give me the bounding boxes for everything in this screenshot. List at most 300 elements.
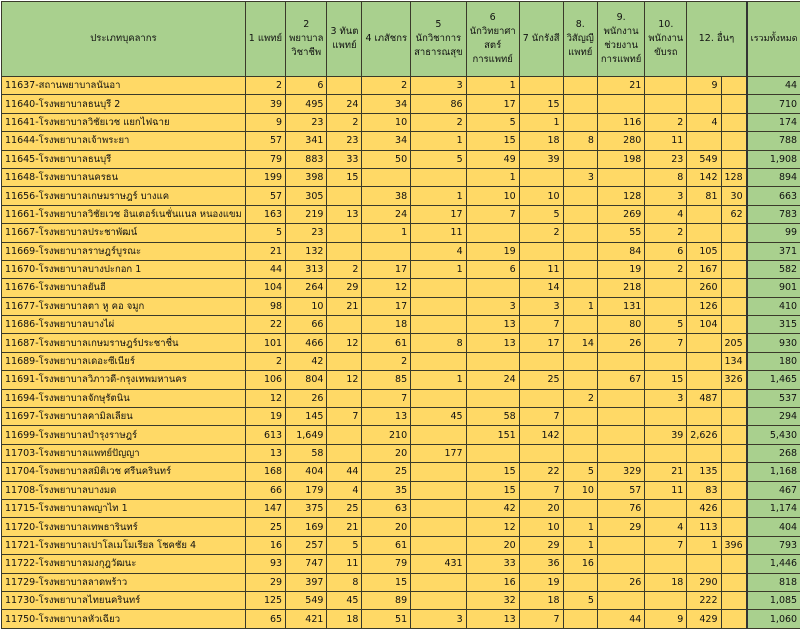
value-cell[interactable]: 113	[687, 518, 721, 536]
value-cell[interactable]	[721, 316, 747, 334]
total-cell[interactable]: 44	[747, 77, 800, 95]
value-cell[interactable]	[721, 463, 747, 481]
value-cell[interactable]	[563, 150, 597, 168]
value-cell[interactable]: 8	[327, 573, 362, 591]
value-cell[interactable]: 2	[519, 224, 563, 242]
value-cell[interactable]: 22	[519, 463, 563, 481]
total-cell[interactable]: 537	[747, 389, 800, 407]
value-cell[interactable]	[519, 352, 563, 370]
value-cell[interactable]: 10	[466, 187, 519, 205]
value-cell[interactable]	[411, 279, 466, 297]
value-cell[interactable]: 21	[327, 297, 362, 315]
value-cell[interactable]	[721, 132, 747, 150]
value-cell[interactable]: 11	[327, 555, 362, 573]
column-header[interactable]	[645, 2, 687, 77]
value-cell[interactable]: 398	[286, 168, 327, 186]
value-cell[interactable]	[327, 316, 362, 334]
value-cell[interactable]: 116	[597, 113, 644, 131]
value-cell[interactable]: 13	[245, 444, 285, 462]
value-cell[interactable]: 163	[245, 205, 285, 223]
value-cell[interactable]	[645, 352, 687, 370]
value-cell[interactable]: 25	[327, 499, 362, 517]
value-cell[interactable]	[327, 242, 362, 260]
value-cell[interactable]	[721, 279, 747, 297]
value-cell[interactable]	[687, 95, 721, 113]
value-cell[interactable]: 5	[327, 536, 362, 554]
value-cell[interactable]: 167	[687, 260, 721, 278]
value-cell[interactable]	[721, 426, 747, 444]
value-cell[interactable]: 13	[327, 205, 362, 223]
value-cell[interactable]: 260	[687, 279, 721, 297]
value-cell[interactable]: 1	[466, 168, 519, 186]
value-cell[interactable]	[563, 187, 597, 205]
total-cell[interactable]: 404	[747, 518, 800, 536]
value-cell[interactable]	[687, 224, 721, 242]
value-cell[interactable]: 1	[563, 297, 597, 315]
value-cell[interactable]: 15	[466, 481, 519, 499]
total-cell[interactable]: 663	[747, 187, 800, 205]
value-cell[interactable]: 39	[245, 95, 285, 113]
value-cell[interactable]: 62	[721, 205, 747, 223]
value-cell[interactable]: 58	[286, 444, 327, 462]
value-cell[interactable]: 11	[519, 260, 563, 278]
value-cell[interactable]	[645, 444, 687, 462]
value-cell[interactable]: 86	[411, 95, 466, 113]
value-cell[interactable]: 80	[597, 316, 644, 334]
value-cell[interactable]: 3	[411, 610, 466, 628]
hospital-name-cell[interactable]: 11676-โรงพยาบาลยันฮี	[2, 279, 246, 297]
hospital-name-cell[interactable]: 11670-โรงพยาบาลบางปะกอก 1	[2, 260, 246, 278]
value-cell[interactable]: 549	[286, 591, 327, 609]
hospital-name-cell[interactable]: 11677-โรงพยาบาลตา หู คอ จมูก	[2, 297, 246, 315]
value-cell[interactable]: 199	[245, 168, 285, 186]
value-cell[interactable]	[721, 555, 747, 573]
value-cell[interactable]: 151	[466, 426, 519, 444]
value-cell[interactable]	[721, 260, 747, 278]
value-cell[interactable]: 12	[327, 371, 362, 389]
value-cell[interactable]	[563, 77, 597, 95]
value-cell[interactable]: 25	[362, 463, 411, 481]
value-cell[interactable]: 3	[466, 297, 519, 315]
value-cell[interactable]	[645, 408, 687, 426]
value-cell[interactable]: 128	[721, 168, 747, 186]
value-cell[interactable]: 79	[362, 555, 411, 573]
value-cell[interactable]: 10	[519, 187, 563, 205]
value-cell[interactable]: 65	[245, 610, 285, 628]
value-cell[interactable]	[411, 168, 466, 186]
value-cell[interactable]: 135	[687, 463, 721, 481]
value-cell[interactable]: 33	[327, 150, 362, 168]
value-cell[interactable]: 5	[466, 113, 519, 131]
value-cell[interactable]: 219	[286, 205, 327, 223]
value-cell[interactable]: 1	[362, 224, 411, 242]
hospital-name-cell[interactable]: 11730-โรงพยาบาลไทยนครินทร์	[2, 591, 246, 609]
value-cell[interactable]: 83	[687, 481, 721, 499]
value-cell[interactable]	[721, 481, 747, 499]
value-cell[interactable]: 2	[362, 77, 411, 95]
value-cell[interactable]: 17	[362, 297, 411, 315]
value-cell[interactable]	[687, 444, 721, 462]
value-cell[interactable]: 4	[411, 242, 466, 260]
hospital-name-cell[interactable]: 11641-โรงพยาบาลวิชัยเวช แยกไฟฉาย	[2, 113, 246, 131]
value-cell[interactable]	[645, 95, 687, 113]
hospital-name-cell[interactable]: 11661-โรงพยาบาลวิชัยเวช อินเตอร์เนชั่นแนล หนองแขม	[2, 205, 246, 223]
value-cell[interactable]	[327, 187, 362, 205]
value-cell[interactable]: 1,649	[286, 426, 327, 444]
value-cell[interactable]: 26	[597, 334, 644, 352]
value-cell[interactable]: 549	[687, 150, 721, 168]
value-cell[interactable]	[327, 426, 362, 444]
value-cell[interactable]: 21	[597, 77, 644, 95]
value-cell[interactable]	[411, 297, 466, 315]
value-cell[interactable]	[411, 536, 466, 554]
value-cell[interactable]: 89	[362, 591, 411, 609]
value-cell[interactable]	[687, 205, 721, 223]
value-cell[interactable]	[597, 426, 644, 444]
total-cell[interactable]: 818	[747, 573, 800, 591]
value-cell[interactable]: 13	[466, 334, 519, 352]
hospital-name-cell[interactable]: 11703-โรงพยาบาลแพทย์ปัญญา	[2, 444, 246, 462]
value-cell[interactable]: 19	[466, 242, 519, 260]
value-cell[interactable]	[411, 591, 466, 609]
value-cell[interactable]: 44	[327, 463, 362, 481]
value-cell[interactable]	[466, 444, 519, 462]
value-cell[interactable]: 1	[563, 518, 597, 536]
value-cell[interactable]: 39	[519, 150, 563, 168]
value-cell[interactable]	[327, 352, 362, 370]
value-cell[interactable]: 98	[245, 297, 285, 315]
value-cell[interactable]: 93	[245, 555, 285, 573]
value-cell[interactable]: 218	[597, 279, 644, 297]
value-cell[interactable]: 5	[519, 205, 563, 223]
value-cell[interactable]: 2	[362, 352, 411, 370]
value-cell[interactable]: 21	[327, 518, 362, 536]
hospital-name-cell[interactable]: 11691-โรงพยาบาลวิภาวดี-กรุงเทพมหานคร	[2, 371, 246, 389]
value-cell[interactable]: 105	[687, 242, 721, 260]
value-cell[interactable]: 10	[362, 113, 411, 131]
value-cell[interactable]: 14	[519, 279, 563, 297]
value-cell[interactable]: 79	[245, 150, 285, 168]
value-cell[interactable]: 747	[286, 555, 327, 573]
value-cell[interactable]: 804	[286, 371, 327, 389]
value-cell[interactable]: 16	[466, 573, 519, 591]
value-cell[interactable]: 26	[597, 573, 644, 591]
hospital-name-cell[interactable]: 11645-โรงพยาบาลธนบุรี	[2, 150, 246, 168]
value-cell[interactable]: 2	[645, 113, 687, 131]
value-cell[interactable]: 21	[245, 242, 285, 260]
value-cell[interactable]: 15	[645, 371, 687, 389]
value-cell[interactable]: 61	[362, 536, 411, 554]
value-cell[interactable]	[645, 499, 687, 517]
value-cell[interactable]	[721, 499, 747, 517]
value-cell[interactable]: 22	[245, 316, 285, 334]
value-cell[interactable]: 3	[519, 297, 563, 315]
value-cell[interactable]	[327, 224, 362, 242]
value-cell[interactable]: 6	[466, 260, 519, 278]
hospital-name-cell[interactable]: 11750-โรงพยาบาลหัวเฉียว	[2, 610, 246, 628]
column-header[interactable]	[519, 2, 563, 77]
value-cell[interactable]	[411, 426, 466, 444]
value-cell[interactable]	[411, 518, 466, 536]
value-cell[interactable]	[563, 279, 597, 297]
value-cell[interactable]: 10	[519, 518, 563, 536]
hospital-name-cell[interactable]: 11721-โรงพยาบาลเปาโลเมโมเรียล โชคชัย 4	[2, 536, 246, 554]
value-cell[interactable]: 3	[645, 187, 687, 205]
value-cell[interactable]: 429	[687, 610, 721, 628]
value-cell[interactable]: 426	[687, 499, 721, 517]
value-cell[interactable]: 57	[245, 187, 285, 205]
value-cell[interactable]: 55	[597, 224, 644, 242]
value-cell[interactable]: 6	[286, 77, 327, 95]
value-cell[interactable]	[721, 77, 747, 95]
value-cell[interactable]: 1	[519, 113, 563, 131]
column-header[interactable]	[2, 2, 246, 77]
hospital-name-cell[interactable]: 11694-โรงพยาบาลจักษุรัตนิน	[2, 389, 246, 407]
value-cell[interactable]: 397	[286, 573, 327, 591]
value-cell[interactable]: 7	[466, 205, 519, 223]
total-cell[interactable]: 268	[747, 444, 800, 462]
value-cell[interactable]: 4	[327, 481, 362, 499]
value-cell[interactable]: 9	[687, 77, 721, 95]
value-cell[interactable]	[519, 242, 563, 260]
value-cell[interactable]: 23	[327, 132, 362, 150]
total-cell[interactable]: 930	[747, 334, 800, 352]
value-cell[interactable]: 18	[362, 316, 411, 334]
value-cell[interactable]: 24	[466, 371, 519, 389]
value-cell[interactable]: 12	[466, 518, 519, 536]
value-cell[interactable]: 10	[563, 481, 597, 499]
value-cell[interactable]: 15	[466, 132, 519, 150]
value-cell[interactable]	[327, 444, 362, 462]
value-cell[interactable]: 38	[362, 187, 411, 205]
value-cell[interactable]: 24	[362, 205, 411, 223]
column-header[interactable]	[466, 2, 519, 77]
value-cell[interactable]: 142	[687, 168, 721, 186]
total-cell[interactable]: 1,168	[747, 463, 800, 481]
value-cell[interactable]: 169	[286, 518, 327, 536]
hospital-name-cell[interactable]: 11699-โรงพยาบาลบำรุงราษฎร์	[2, 426, 246, 444]
value-cell[interactable]: 33	[466, 555, 519, 573]
value-cell[interactable]: 1	[411, 260, 466, 278]
value-cell[interactable]: 11	[645, 481, 687, 499]
value-cell[interactable]: 29	[519, 536, 563, 554]
value-cell[interactable]: 49	[466, 150, 519, 168]
value-cell[interactable]: 30	[721, 187, 747, 205]
value-cell[interactable]: 613	[245, 426, 285, 444]
value-cell[interactable]	[466, 224, 519, 242]
value-cell[interactable]: 23	[286, 113, 327, 131]
value-cell[interactable]: 305	[286, 187, 327, 205]
value-cell[interactable]: 39	[645, 426, 687, 444]
value-cell[interactable]: 8	[411, 334, 466, 352]
value-cell[interactable]: 11	[411, 224, 466, 242]
value-cell[interactable]: 7	[645, 334, 687, 352]
value-cell[interactable]: 290	[687, 573, 721, 591]
value-cell[interactable]	[721, 591, 747, 609]
value-cell[interactable]: 1	[411, 187, 466, 205]
value-cell[interactable]: 29	[327, 279, 362, 297]
value-cell[interactable]: 58	[466, 408, 519, 426]
total-cell[interactable]: 1,908	[747, 150, 800, 168]
value-cell[interactable]: 13	[466, 610, 519, 628]
total-cell[interactable]: 1,174	[747, 499, 800, 517]
value-cell[interactable]: 264	[286, 279, 327, 297]
total-cell[interactable]: 1,085	[747, 591, 800, 609]
value-cell[interactable]: 495	[286, 95, 327, 113]
value-cell[interactable]: 13	[466, 316, 519, 334]
total-cell[interactable]: 371	[747, 242, 800, 260]
value-cell[interactable]: 134	[721, 352, 747, 370]
value-cell[interactable]	[466, 279, 519, 297]
value-cell[interactable]: 4	[687, 113, 721, 131]
value-cell[interactable]: 35	[362, 481, 411, 499]
column-header[interactable]	[362, 2, 411, 77]
total-cell[interactable]: 315	[747, 316, 800, 334]
hospital-name-cell[interactable]: 11720-โรงพยาบาลเทพธารินทร์	[2, 518, 246, 536]
value-cell[interactable]: 32	[466, 591, 519, 609]
value-cell[interactable]	[563, 610, 597, 628]
value-cell[interactable]: 50	[362, 150, 411, 168]
value-cell[interactable]: 883	[286, 150, 327, 168]
value-cell[interactable]: 269	[597, 205, 644, 223]
value-cell[interactable]: 104	[687, 316, 721, 334]
value-cell[interactable]: 257	[286, 536, 327, 554]
value-cell[interactable]: 15	[362, 573, 411, 591]
value-cell[interactable]: 280	[597, 132, 644, 150]
value-cell[interactable]	[687, 408, 721, 426]
value-cell[interactable]	[687, 555, 721, 573]
value-cell[interactable]: 63	[362, 499, 411, 517]
value-cell[interactable]: 67	[597, 371, 644, 389]
value-cell[interactable]: 21	[645, 463, 687, 481]
value-cell[interactable]	[563, 573, 597, 591]
value-cell[interactable]: 179	[286, 481, 327, 499]
value-cell[interactable]: 14	[563, 334, 597, 352]
value-cell[interactable]: 36	[519, 555, 563, 573]
value-cell[interactable]: 1	[411, 371, 466, 389]
value-cell[interactable]	[411, 316, 466, 334]
value-cell[interactable]	[563, 444, 597, 462]
hospital-name-cell[interactable]: 11656-โรงพยาบาลเกษมราษฎร์ บางแค	[2, 187, 246, 205]
value-cell[interactable]: 12	[362, 279, 411, 297]
value-cell[interactable]: 34	[362, 132, 411, 150]
value-cell[interactable]: 18	[327, 610, 362, 628]
value-cell[interactable]: 19	[597, 260, 644, 278]
value-cell[interactable]: 7	[519, 408, 563, 426]
column-header[interactable]	[687, 2, 747, 77]
value-cell[interactable]	[411, 573, 466, 591]
column-header[interactable]	[563, 2, 597, 77]
value-cell[interactable]	[687, 371, 721, 389]
hospital-name-cell[interactable]: 11697-โรงพยาบาลคามิลเลียน	[2, 408, 246, 426]
value-cell[interactable]: 19	[245, 408, 285, 426]
value-cell[interactable]	[597, 95, 644, 113]
value-cell[interactable]	[687, 334, 721, 352]
value-cell[interactable]	[721, 95, 747, 113]
total-cell[interactable]: 1,465	[747, 371, 800, 389]
value-cell[interactable]: 421	[286, 610, 327, 628]
value-cell[interactable]: 329	[597, 463, 644, 481]
value-cell[interactable]: 5	[411, 150, 466, 168]
value-cell[interactable]: 466	[286, 334, 327, 352]
value-cell[interactable]	[597, 444, 644, 462]
value-cell[interactable]	[597, 352, 644, 370]
value-cell[interactable]: 85	[362, 371, 411, 389]
value-cell[interactable]: 57	[245, 132, 285, 150]
value-cell[interactable]: 23	[286, 224, 327, 242]
value-cell[interactable]: 7	[519, 316, 563, 334]
value-cell[interactable]	[563, 426, 597, 444]
value-cell[interactable]: 341	[286, 132, 327, 150]
value-cell[interactable]: 18	[519, 132, 563, 150]
value-cell[interactable]: 3	[563, 168, 597, 186]
value-cell[interactable]	[721, 150, 747, 168]
value-cell[interactable]: 101	[245, 334, 285, 352]
value-cell[interactable]	[411, 352, 466, 370]
value-cell[interactable]: 23	[645, 150, 687, 168]
value-cell[interactable]: 7	[519, 481, 563, 499]
value-cell[interactable]	[563, 113, 597, 131]
value-cell[interactable]	[645, 555, 687, 573]
value-cell[interactable]: 2	[645, 224, 687, 242]
value-cell[interactable]: 9	[645, 610, 687, 628]
column-header[interactable]	[245, 2, 285, 77]
value-cell[interactable]: 404	[286, 463, 327, 481]
value-cell[interactable]	[362, 242, 411, 260]
value-cell[interactable]: 128	[597, 187, 644, 205]
value-cell[interactable]: 19	[519, 573, 563, 591]
total-cell[interactable]: 467	[747, 481, 800, 499]
total-cell[interactable]: 788	[747, 132, 800, 150]
value-cell[interactable]: 1	[411, 132, 466, 150]
total-cell[interactable]: 5,430	[747, 426, 800, 444]
value-cell[interactable]	[466, 352, 519, 370]
value-cell[interactable]	[563, 224, 597, 242]
value-cell[interactable]: 25	[519, 371, 563, 389]
value-cell[interactable]	[721, 610, 747, 628]
value-cell[interactable]	[721, 573, 747, 591]
hospital-name-cell[interactable]: 11704-โรงพยาบาลสมิติเวช ศรีนครินทร์	[2, 463, 246, 481]
value-cell[interactable]: 431	[411, 555, 466, 573]
value-cell[interactable]	[645, 297, 687, 315]
value-cell[interactable]: 84	[597, 242, 644, 260]
value-cell[interactable]	[411, 463, 466, 481]
value-cell[interactable]	[721, 518, 747, 536]
value-cell[interactable]	[597, 168, 644, 186]
value-cell[interactable]	[597, 536, 644, 554]
value-cell[interactable]: 2	[245, 77, 285, 95]
value-cell[interactable]: 1	[687, 536, 721, 554]
value-cell[interactable]	[563, 499, 597, 517]
hospital-name-cell[interactable]: 11729-โรงพยาบาลลาดพร้าว	[2, 573, 246, 591]
value-cell[interactable]: 10	[286, 297, 327, 315]
value-cell[interactable]: 132	[286, 242, 327, 260]
column-header[interactable]	[597, 2, 644, 77]
total-cell[interactable]: 180	[747, 352, 800, 370]
total-cell[interactable]: 582	[747, 260, 800, 278]
value-cell[interactable]: 45	[411, 408, 466, 426]
value-cell[interactable]: 375	[286, 499, 327, 517]
value-cell[interactable]: 18	[519, 591, 563, 609]
total-cell[interactable]: 793	[747, 536, 800, 554]
value-cell[interactable]	[721, 297, 747, 315]
value-cell[interactable]: 125	[245, 591, 285, 609]
value-cell[interactable]: 66	[286, 316, 327, 334]
value-cell[interactable]	[519, 168, 563, 186]
value-cell[interactable]: 313	[286, 260, 327, 278]
value-cell[interactable]: 20	[362, 518, 411, 536]
value-cell[interactable]	[519, 389, 563, 407]
